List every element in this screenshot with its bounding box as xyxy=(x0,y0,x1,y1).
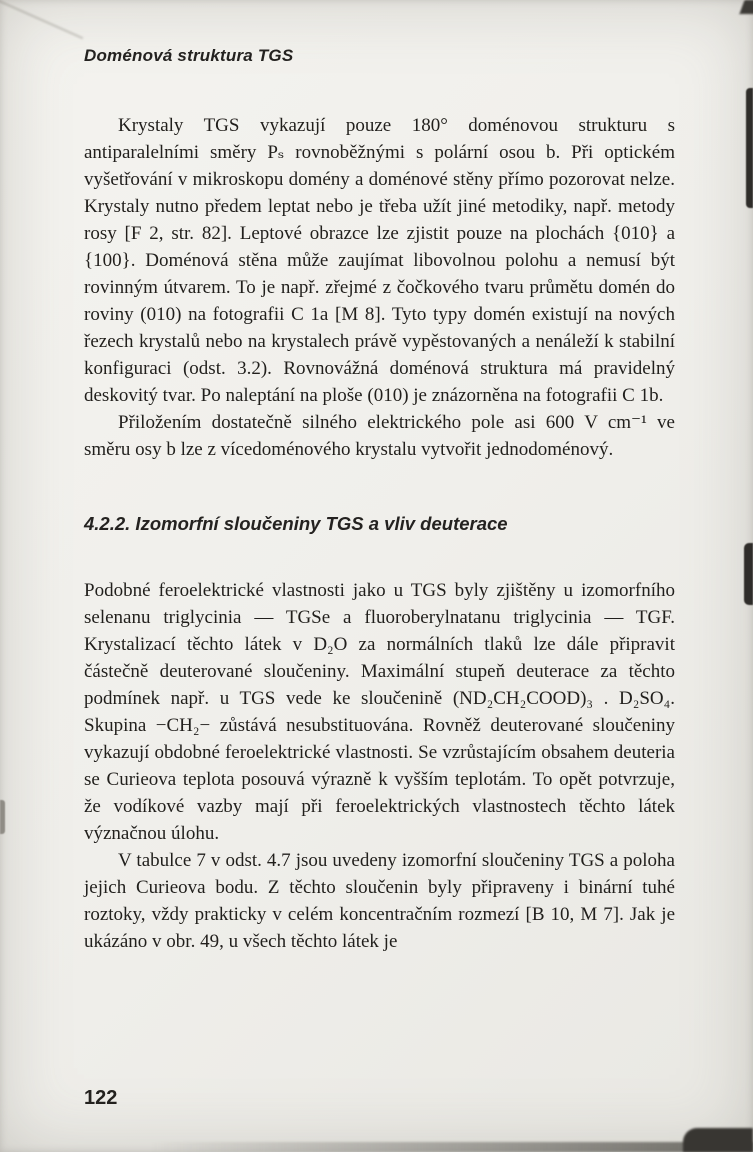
scan-artifact-left-edge xyxy=(0,800,5,834)
paragraph-domain-structure: Krystaly TGS vykazují pouze 180° doménovou strukturu s antiparalelními směry Pₛ rovnoběžnými s polární osou b. Při optickém vyšetřování v mikroskopu domény a doménové stěny přímo pozorovat nelze. Krystaly nutno předem leptat nebo je třeba užít jiné metodiky, např. metody rosy [F 2, str. 82]. Leptové obrazce lze zjistit pouze na plochách {010} a {100}. Doménová stěna může zaujímat libovolnou polohu a nemusí být rovinným útvarem. To je např. zřejmé z čočkového tvaru průmětu domén do roviny (010) na fotografii C 1a [M 8]. Tyto typy domén existují na nových řezech krystalů nebo na krystalech právě vypěstovaných a nenáleží k stabilní konfiguraci (odst. 3.2). Rovnovážná doménová struktura má pravidelný deskovitý tvar. Po naleptání na ploše (010) je znázorněna na fotografii C 1b. xyxy=(84,115,675,406)
page-number: 122 xyxy=(84,1087,118,1109)
paragraph-table-reference: V tabulce 7 v odst. 4.7 jsou uvedeny izomorfní sloučeniny TGS a poloha jejich Curieova bodu. Z těchto sloučenin byly připraveny i binární tuhé roztoky, vždy prakticky v celém koncentračním rozmezí [B 10, M 7]. Jak je ukázáno v obr. 49, u všech těchto látek je xyxy=(84,850,675,952)
page-content xyxy=(84,46,675,955)
section-heading: 4.2.2. Izomorfní sloučeniny TGS a vliv deuterace xyxy=(84,513,508,534)
paragraph-electric-field: Přiložením dostatečně silného elektrického pole asi 600 V cm⁻¹ ve směru osy b lze z vícedoménového krystalu vytvořit jednodoménový. xyxy=(84,412,675,460)
scan-artifact-bottom-band xyxy=(150,1142,753,1152)
scan-artifact-right-upper xyxy=(746,88,753,208)
paragraph-isomorphous-compounds: Podobné feroelektrické vlastnosti jako u TGS byly zjištěny u izomorfního selenanu triglycinia — TGSe a fluoroberylnatanu triglycinia — TGF. Krystalizací těchto látek v D₂O za normálních tlaků lze dále připravit částečně deuterované sloučeniny. Maximální stupeň deuterace za těchto podmínek např. u TGS vede ke sloučenině (ND₂CH₂COOD)₃ . D₂SO₄. Skupina −CH₂− zůstává nesubstituována. Rovněž deuterované sloučeniny vykazují obdobné feroelektrické vlastnosti. Se vzrůstajícím obsahem deuteria se Curieova teplota posouvá výrazně k vyšším teplotám. To opět potvrzuje, že vodíkové vazby mají při feroelektrických vlastnostech těchto látek význačnou úlohu. xyxy=(84,580,675,844)
scan-artifact-bottom-corner xyxy=(683,1128,753,1152)
scan-artifact-right-middle xyxy=(744,543,753,605)
scan-artifact-top-right xyxy=(739,0,753,14)
scan-artifact-top-left-line xyxy=(0,0,83,39)
running-head: Doménová struktura TGS xyxy=(84,46,294,65)
